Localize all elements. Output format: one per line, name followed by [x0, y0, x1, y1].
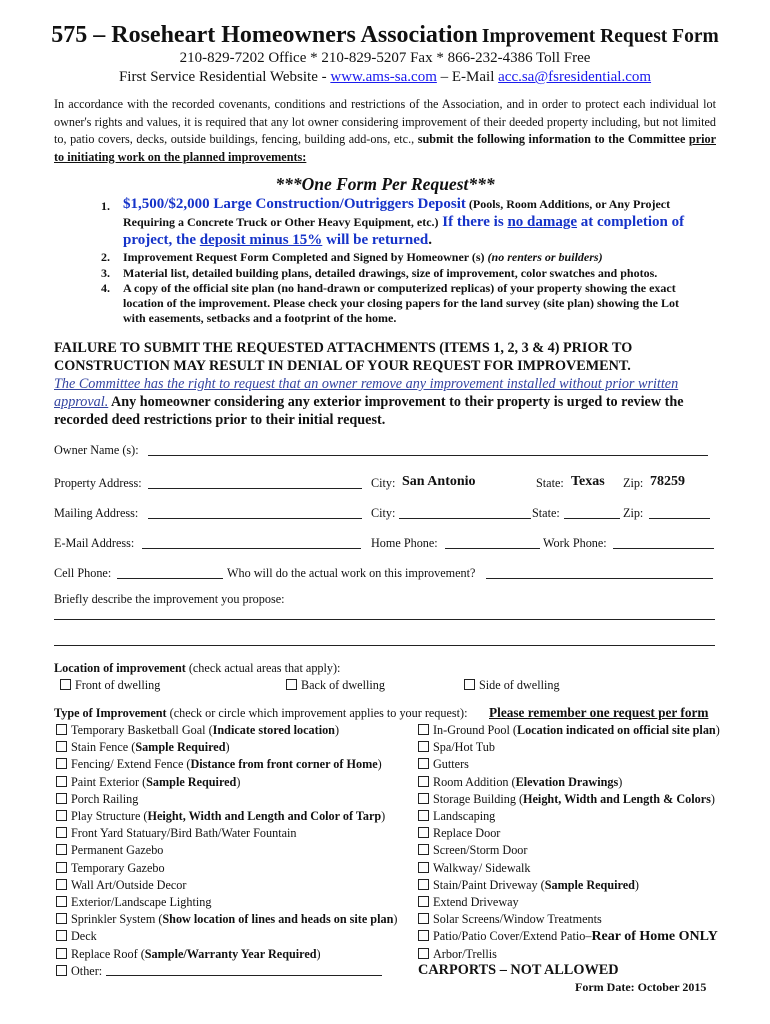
work-phone-field[interactable] — [613, 548, 714, 549]
title-tail: Improvement Request Form — [481, 26, 719, 47]
type-label: Type of Improvement — [54, 706, 167, 720]
checkbox[interactable] — [56, 879, 67, 890]
left-item[interactable] — [56, 843, 163, 858]
left-item-tail: ) — [381, 809, 386, 823]
web-email-line — [0, 69, 770, 86]
checkbox[interactable] — [418, 930, 429, 941]
left-item[interactable] — [56, 895, 211, 910]
side-checkbox[interactable] — [464, 679, 475, 690]
state-value[interactable]: Texas — [571, 474, 605, 489]
mailing-city-field[interactable] — [399, 518, 531, 519]
intro-bold: submit the following information to the Committee — [417, 132, 689, 147]
item1-project: project, the — [123, 232, 200, 248]
city-label: City: — [371, 476, 396, 490]
work-phone-label: Work Phone: — [543, 536, 607, 550]
item1-line1 — [123, 195, 670, 213]
home-phone-label: Home Phone: — [371, 536, 438, 550]
left-item-text: Fencing/ Extend Fence ( — [71, 757, 191, 772]
checkbox[interactable] — [56, 896, 67, 907]
who-field[interactable] — [486, 578, 713, 579]
checkbox[interactable] — [56, 965, 67, 976]
checkbox[interactable] — [418, 862, 429, 873]
property-address-field[interactable] — [148, 488, 362, 489]
deposit-text: $1,500/$2,000 Large Construction/Outriggers Deposit — [123, 196, 466, 212]
checkbox[interactable] — [418, 913, 429, 924]
right-item-text: Arbor/Trellis — [433, 946, 497, 961]
right-item-text: Patio/Patio Cover/Extend Patio– — [433, 929, 592, 944]
email-link[interactable]: acc.sa@fsresidential.com — [498, 69, 652, 85]
right-item[interactable] — [418, 843, 527, 858]
checkbox[interactable] — [56, 930, 67, 941]
deposit-tail: (Pools, Room Additions, or Any Project — [465, 197, 671, 211]
checkbox[interactable] — [56, 810, 67, 821]
back-label: Back of dwelling — [301, 678, 385, 692]
checkbox[interactable] — [418, 827, 429, 838]
item1-deposit-minus: deposit minus 15% — [199, 232, 323, 248]
right-item[interactable] — [418, 740, 495, 755]
title-main: 575 – Roseheart Homeowners Association — [51, 22, 478, 48]
mailing-state-field[interactable] — [564, 518, 620, 519]
left-item-bold: Distance from front corner of Home — [190, 757, 378, 772]
location-back[interactable] — [286, 678, 385, 693]
left-item[interactable] — [56, 723, 339, 738]
checkbox[interactable] — [418, 844, 429, 855]
item1-returned: will be returned — [322, 232, 429, 248]
type-label-tail: (check or circle which improvement applies to your request): — [166, 706, 468, 720]
item2-text — [123, 250, 603, 265]
item3-number: 3. — [101, 266, 110, 280]
left-item-text: Front Yard Statuary/Bird Bath/Water Fountain — [71, 826, 297, 841]
left-item-text: Replace Roof ( — [71, 946, 145, 961]
right-item[interactable] — [418, 723, 720, 738]
left-item-text: Temporary Basketball Goal ( — [71, 723, 213, 737]
right-item-text: Gutters — [433, 757, 469, 772]
cell-phone-label: Cell Phone: — [54, 566, 112, 580]
checkbox[interactable] — [418, 793, 429, 804]
item1-if: If there is — [438, 214, 508, 230]
item4-line1: A copy of the official site plan (no hand-drawn or computerized replicas) of your property showing the exact — [123, 281, 676, 295]
right-item-bold: Elevation Drawings — [515, 774, 619, 789]
checkbox[interactable] — [56, 913, 67, 924]
left-item[interactable] — [56, 757, 382, 772]
intro-bold-underline: prior to initiating work on the planned improvements: — [54, 132, 716, 164]
cell-phone-field[interactable] — [117, 578, 223, 579]
left-item[interactable] — [56, 912, 397, 927]
item2-number: 2. — [101, 250, 110, 264]
property-address-label: Property Address: — [54, 476, 142, 490]
checkbox[interactable] — [418, 758, 429, 769]
left-item[interactable] — [56, 929, 97, 944]
right-item[interactable] — [418, 929, 718, 945]
item1-line3 — [123, 231, 432, 249]
right-item[interactable] — [418, 792, 715, 807]
right-item[interactable] — [418, 826, 500, 841]
checkbox[interactable] — [56, 793, 67, 804]
left-item[interactable] — [56, 947, 321, 962]
right-item[interactable] — [418, 895, 519, 910]
describe-line-1[interactable] — [54, 619, 715, 620]
right-item[interactable] — [418, 947, 497, 962]
left-item-text: Exterior/Landscape Lighting — [71, 895, 212, 909]
left-item-bold: Sample/Warranty Year Required — [144, 946, 317, 961]
right-item-bold: Location indicated on official site plan — [516, 723, 716, 737]
right-item-text: Landscaping — [433, 809, 496, 823]
right-item-tail: ) — [634, 877, 639, 892]
checkbox[interactable] — [418, 741, 429, 752]
front-checkbox[interactable] — [60, 679, 71, 690]
right-item-tail: ) — [710, 791, 715, 806]
left-item-bold: Sample Required — [135, 740, 226, 755]
advice-text: Any homeowner considering any exterior improvement to their property is urged to review the recorded deed restrictions prior to their initial request. — [54, 394, 684, 428]
right-item-tail: ) — [715, 723, 720, 737]
checkbox[interactable] — [418, 948, 429, 959]
item1-number: 1. — [101, 199, 110, 213]
front-label: Front of dwelling — [75, 678, 161, 692]
left-item[interactable] — [56, 878, 186, 893]
side-label: Side of dwelling — [479, 678, 560, 692]
mailing-zip-field[interactable] — [649, 518, 710, 519]
checkbox[interactable] — [56, 776, 67, 787]
item1-period: . — [428, 232, 433, 248]
left-item[interactable] — [56, 861, 165, 876]
left-item-text: Play Structure ( — [71, 809, 148, 823]
right-item-text: Extend Driveway — [433, 895, 519, 909]
left-item[interactable] — [56, 809, 385, 824]
form-title — [0, 22, 770, 49]
left-item-tail: ) — [377, 757, 382, 772]
left-item-text: Permanent Gazebo — [71, 843, 164, 858]
right-item[interactable] — [418, 775, 622, 790]
right-item[interactable] — [418, 757, 469, 772]
checkbox[interactable] — [56, 724, 67, 735]
mailing-city-label: City: — [371, 506, 396, 520]
mailing-zip-label: Zip: — [623, 506, 644, 520]
location-label: Location of improvement — [54, 661, 186, 675]
left-item-bold: Show location of lines and heads on site plan — [162, 912, 394, 927]
owner-name-field[interactable] — [148, 455, 708, 456]
right-item-text: Spa/Hot Tub — [433, 740, 495, 755]
checkbox[interactable] — [56, 948, 67, 959]
home-phone-field[interactable] — [445, 548, 540, 549]
committee-text: The Committee has the right to request that an owner remove any improvement installed without prior written approval. — [54, 376, 679, 410]
left-item-text: Sprinkler System ( — [71, 912, 163, 927]
left-item-tail: ) — [236, 774, 241, 789]
checkbox[interactable] — [418, 810, 429, 821]
location-side[interactable] — [464, 678, 560, 693]
checkbox[interactable] — [56, 862, 67, 873]
left-item[interactable] — [56, 740, 230, 755]
item4-line3: with easements, setbacks and a footprint of the home. — [123, 311, 397, 325]
form-date: Form Date: October 2015 — [575, 980, 707, 994]
right-item-text: Stain/Paint Driveway ( — [433, 877, 545, 892]
right-item-text: Walkway/ Sidewalk — [433, 860, 531, 875]
item1-equipment: Requiring a Concrete Truck or Other Heavy Equipment, etc.) — [123, 215, 439, 229]
right-item-bold: Sample Required — [544, 877, 635, 892]
intro-text: In accordance with the recorded covenants, conditions and restrictions of the Association, and in order to protect each individual lot owner's rights and values, it is required that any lot owner considering improvement of their deeded property including, but not limited to, patio covers, decks, outside buildings, fencing, building add-ons, etc., — [54, 97, 716, 147]
right-item-tail: ) — [618, 774, 623, 789]
checkbox[interactable] — [418, 724, 429, 735]
right-item-bold: Height, Width and Length & Colors — [523, 791, 711, 806]
left-item-text: Porch Railing — [71, 791, 139, 806]
left-item-tail: ) — [316, 946, 321, 961]
describe-label: Briefly describe the improvement you propose: — [54, 592, 285, 606]
item1-line2 — [123, 213, 684, 231]
right-item-text: Solar Screens/Window Treatments — [433, 912, 602, 927]
left-item[interactable] — [56, 775, 240, 790]
checkbox[interactable] — [56, 844, 67, 855]
left-item[interactable] — [56, 964, 102, 979]
email-label: E-Mail Address: — [54, 536, 135, 550]
other-field[interactable] — [106, 975, 382, 976]
item1-at-completion: at completion of — [577, 214, 685, 230]
failure-text: FAILURE TO SUBMIT THE REQUESTED ATTACHMENTS (ITEMS 1, 2, 3 & 4) PRIOR TO CONSTRUCTION MAY RESULT IN DENIAL OF YOUR REQUEST FOR IMPROVEMENT. — [54, 340, 633, 374]
item1-no-damage: no damage — [507, 214, 578, 230]
right-item-text: In-Ground Pool ( — [433, 723, 517, 737]
checkbox[interactable] — [418, 776, 429, 787]
state-label: State: — [536, 476, 564, 490]
right-item[interactable] — [418, 912, 602, 927]
location-heading — [54, 661, 340, 676]
left-item-bold: Indicate stored location — [212, 723, 335, 737]
back-checkbox[interactable] — [286, 679, 297, 690]
right-item-text: Screen/Storm Door — [433, 843, 528, 858]
item2-main: Improvement Request Form Completed and Signed by Homeowner (s) — [123, 250, 488, 264]
location-front[interactable] — [60, 678, 160, 693]
type-heading — [54, 706, 467, 721]
intro-paragraph — [54, 96, 716, 166]
contact-line: 210-829-7202 Office * 210-829-5207 Fax * 866-232-4386 Toll Free — [179, 50, 591, 66]
city-value[interactable]: San Antonio — [402, 474, 476, 489]
owner-name-label: Owner Name (s): — [54, 443, 139, 457]
left-item-tail: ) — [334, 723, 340, 737]
website-link[interactable]: www.ams-sa.com — [330, 69, 437, 85]
email-field[interactable] — [142, 548, 361, 549]
left-item-tail: ) — [393, 912, 398, 927]
right-item-bold: Rear of Home ONLY — [591, 929, 718, 945]
left-item-text: Other: — [71, 963, 103, 978]
zip-value[interactable]: 78259 — [650, 474, 685, 489]
mailing-address-field[interactable] — [148, 518, 362, 519]
location-label-tail: (check actual areas that apply): — [185, 661, 341, 675]
right-item-text: Replace Door — [433, 826, 501, 841]
who-label: Who will do the actual work on this improvement? — [227, 566, 476, 580]
left-item[interactable] — [56, 826, 296, 841]
left-item-text: Deck — [71, 929, 97, 944]
item2-italic: (no renters or builders) — [487, 250, 603, 264]
left-item-bold: Sample Required — [146, 774, 237, 789]
one-request-reminder: Please remember one request per form — [489, 705, 709, 720]
left-item-text: Paint Exterior ( — [71, 774, 147, 789]
checkbox[interactable] — [56, 758, 67, 769]
checkbox[interactable] — [56, 741, 67, 752]
left-item-text: Temporary Gazebo — [71, 860, 165, 875]
checkbox[interactable] — [418, 896, 429, 907]
left-item-text: Wall Art/Outside Decor — [71, 877, 187, 892]
left-item-bold: Height, Width and Length and Color of Tarp — [147, 809, 382, 823]
right-item[interactable] — [418, 861, 531, 876]
right-item-text: Room Addition ( — [433, 774, 516, 789]
one-form-heading: ***One Form Per Request*** — [275, 174, 495, 194]
mailing-state-label: State: — [532, 506, 560, 520]
carports-notice: CARPORTS – NOT ALLOWED — [418, 962, 619, 978]
describe-line-2[interactable] — [54, 645, 715, 646]
item3-text: Material list, detailed building plans, detailed drawings, size of improvement, color swatches and photos. — [123, 266, 658, 280]
zip-label: Zip: — [623, 476, 644, 490]
left-item-tail: ) — [225, 740, 230, 755]
email-prefix: – E-Mail — [436, 69, 499, 85]
left-item-text: Stain Fence ( — [71, 740, 136, 755]
warning-block — [54, 339, 716, 429]
right-item[interactable] — [418, 878, 639, 893]
checkbox[interactable] — [418, 879, 429, 890]
right-item-text: Storage Building ( — [433, 791, 524, 806]
left-item[interactable] — [56, 792, 138, 807]
checkbox[interactable] — [56, 827, 67, 838]
item4-line2: location of the improvement. Please check your closing papers for the land survey (site plan) showing the Lot — [123, 296, 679, 310]
right-item[interactable] — [418, 809, 495, 824]
web-prefix: First Service Residential Website - — [118, 69, 331, 85]
item4-number: 4. — [101, 281, 110, 295]
mailing-address-label: Mailing Address: — [54, 506, 139, 520]
